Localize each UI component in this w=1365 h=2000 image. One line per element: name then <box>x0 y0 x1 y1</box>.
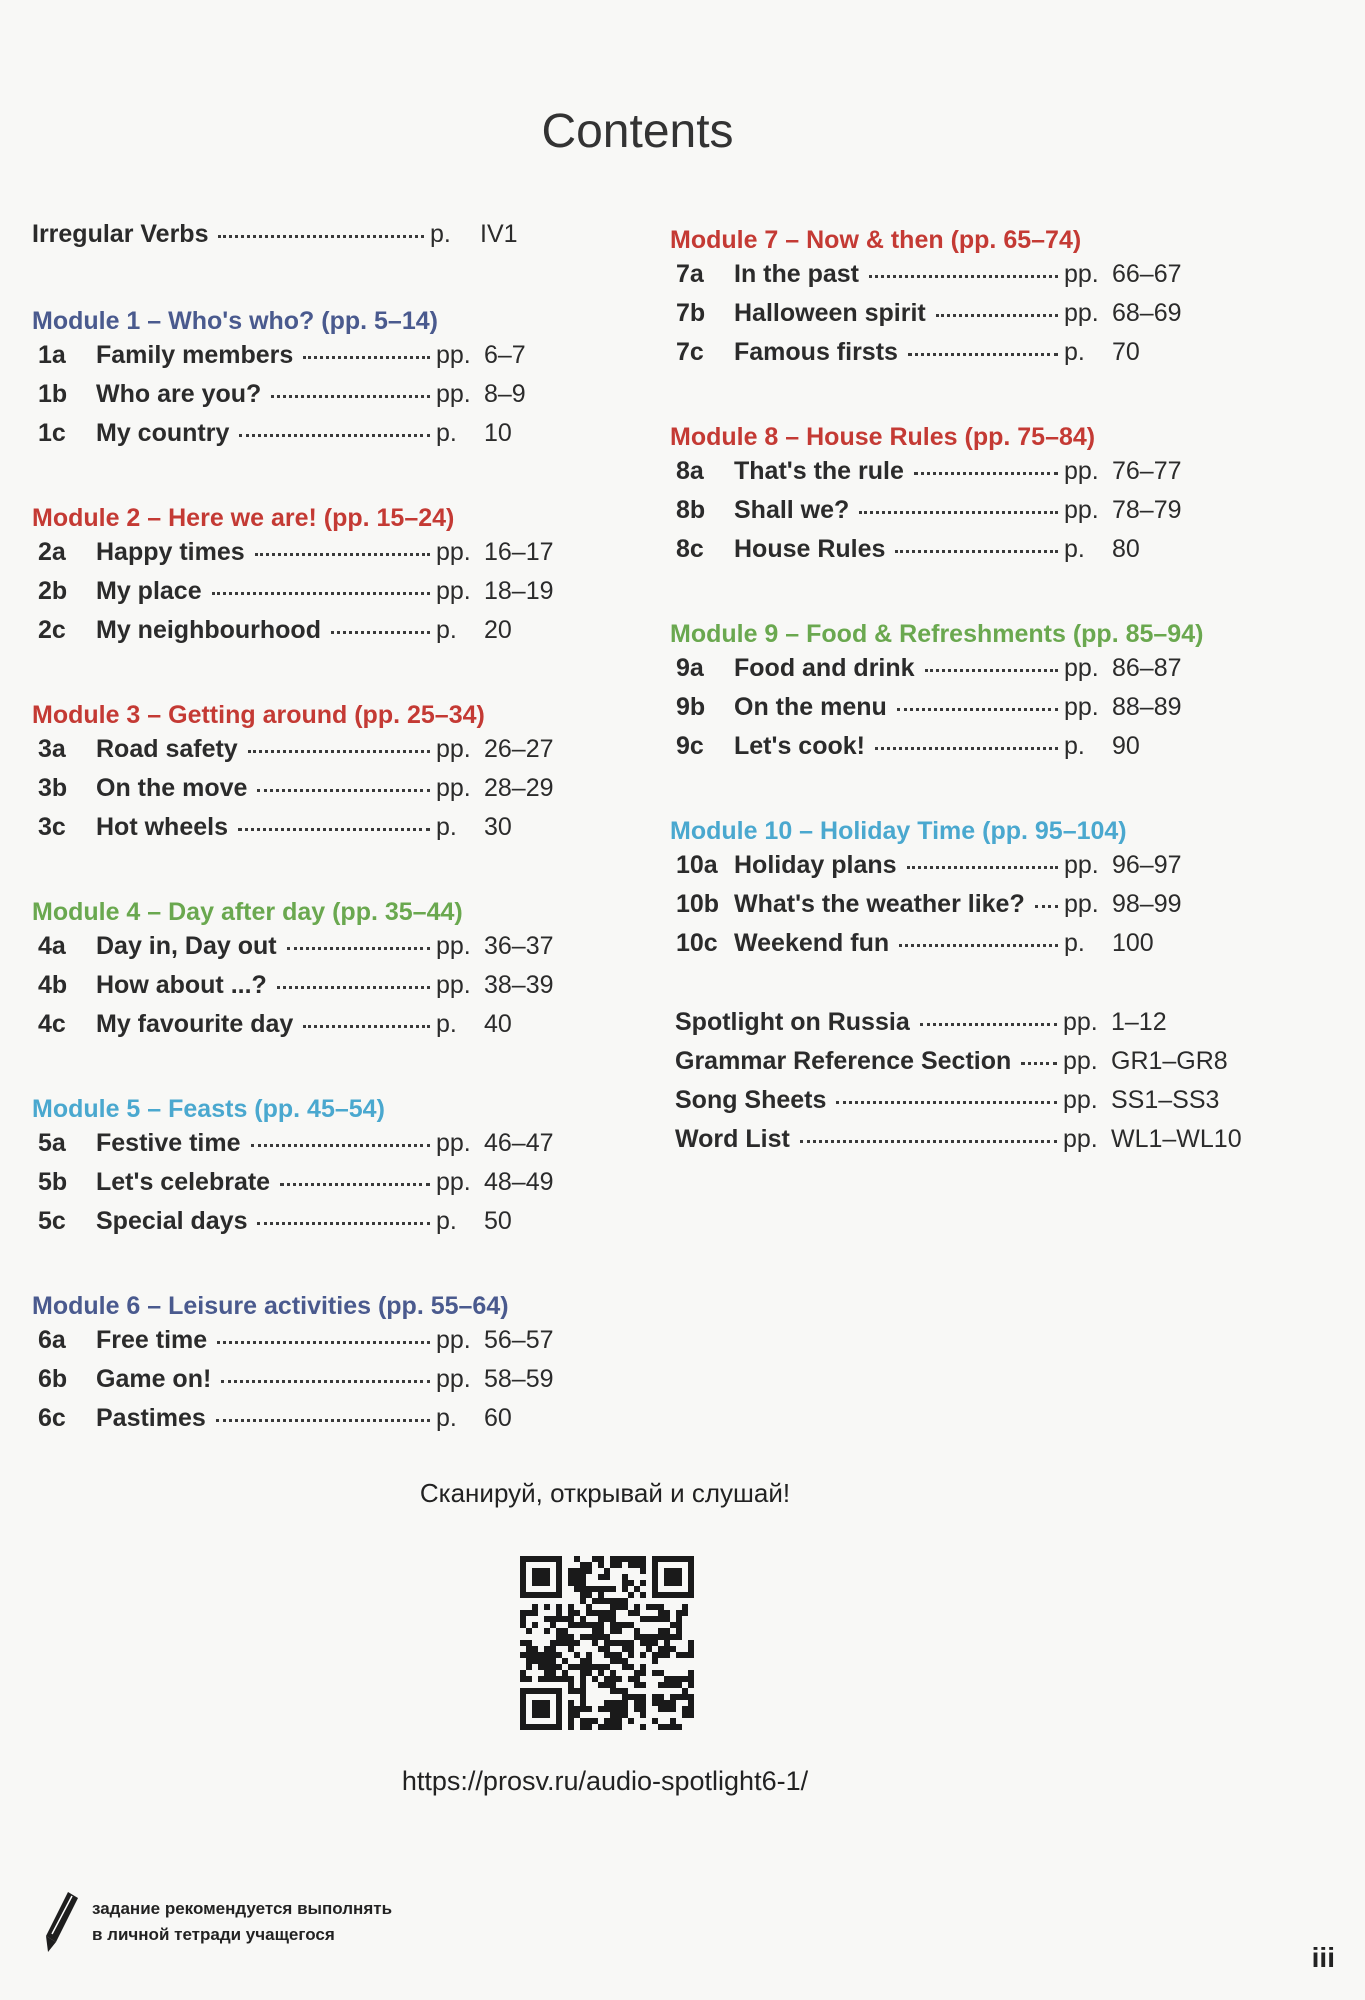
module-section <box>670 220 1290 377</box>
contents-entry[interactable] <box>670 338 1290 377</box>
extra-section-entry[interactable] <box>670 1125 1290 1164</box>
entry-pages: IV1 <box>480 220 518 248</box>
entry-page-prefix: pp. <box>436 1129 471 1157</box>
entry-page-prefix: pp. <box>436 1326 471 1354</box>
entry-pages: 86–87 <box>1112 654 1182 682</box>
entry-pages: 28–29 <box>484 774 554 802</box>
dot-leader <box>257 789 430 792</box>
entry-title-wrap <box>734 260 1064 289</box>
contents-entry[interactable] <box>670 299 1290 338</box>
entry-pages: 16–17 <box>484 538 554 566</box>
entry-pages: 18–19 <box>484 577 554 605</box>
module-heading[interactable]: Module 10 – Holiday Time (pp. 95–104) <box>670 817 1127 845</box>
entry-title-wrap <box>96 341 436 370</box>
entry-page-prefix: pp. <box>1064 496 1099 524</box>
entry-page-prefix: pp. <box>1063 1125 1098 1153</box>
entry-pages: 58–59 <box>484 1365 554 1393</box>
extra-section-entry[interactable] <box>670 1008 1290 1047</box>
dot-leader <box>907 866 1058 869</box>
entry-title: Family members <box>96 341 294 369</box>
entry-pages: 10 <box>484 419 512 447</box>
entry-code: 10b <box>676 890 720 918</box>
page-number: iii <box>1311 1942 1335 1973</box>
extra-sections-list <box>670 1008 1290 1164</box>
dot-leader <box>303 1025 430 1028</box>
entry-code: 7a <box>676 260 704 288</box>
module-heading[interactable]: Module 1 – Who's who? (pp. 5–14) <box>32 307 438 335</box>
entry-title: Let's celebrate <box>96 1168 271 1196</box>
dot-leader <box>221 1380 430 1383</box>
entry-title: Food and drink <box>734 654 915 682</box>
entry-code: 2c <box>38 616 66 644</box>
dot-leader <box>920 1023 1057 1026</box>
contents-entry[interactable] <box>670 535 1290 574</box>
entry-title: Holiday plans <box>734 851 897 879</box>
entry-title-wrap <box>675 1008 1063 1037</box>
contents-entry[interactable] <box>32 1365 572 1404</box>
entry-page-prefix: p. <box>436 813 457 841</box>
entry-title-wrap <box>96 1010 436 1039</box>
entry-code: 1a <box>38 341 66 369</box>
entry-title: My favourite day <box>96 1010 294 1038</box>
entry-page-prefix: p. <box>1064 338 1085 366</box>
right-module-list <box>670 220 1290 968</box>
entry-page-prefix: pp. <box>1063 1086 1098 1114</box>
entry-page-prefix: p. <box>1064 732 1085 760</box>
module-heading[interactable]: Module 2 – Here we are! (pp. 15–24) <box>32 504 455 532</box>
entry-page-prefix: pp. <box>436 380 471 408</box>
module-heading[interactable]: Module 7 – Now & then (pp. 65–74) <box>670 226 1082 254</box>
entry-pages: 48–49 <box>484 1168 554 1196</box>
entry-title-wrap <box>734 851 1064 880</box>
entry-code: 5b <box>38 1168 68 1196</box>
entry-pages: 56–57 <box>484 1326 554 1354</box>
contents-entry[interactable] <box>32 380 572 419</box>
entry-title: How about ...? <box>96 971 267 999</box>
entry-title: My neighbourhood <box>96 616 321 644</box>
contents-left-column <box>32 220 572 1483</box>
entry-code: 1c <box>38 419 66 447</box>
entry-pages: 70 <box>1112 338 1140 366</box>
entry-title: Famous firsts <box>734 338 898 366</box>
entry-pages: 30 <box>484 813 512 841</box>
entry-title-wrap <box>96 1129 436 1158</box>
entry-title: Grammar Reference Section <box>675 1047 1012 1075</box>
entry-pages: 68–69 <box>1112 299 1182 327</box>
contents-entry[interactable] <box>32 1010 572 1049</box>
entry-title: In the past <box>734 260 860 288</box>
dot-leader <box>1035 905 1058 908</box>
contents-entry[interactable] <box>670 693 1290 732</box>
entry-page-prefix: p. <box>1064 535 1085 563</box>
contents-entry[interactable] <box>670 890 1290 929</box>
dot-leader <box>925 669 1058 672</box>
contents-entry[interactable] <box>670 496 1290 535</box>
entry-page-prefix: pp. <box>436 932 471 960</box>
contents-entry[interactable] <box>32 774 572 813</box>
entry-page-prefix: pp. <box>436 1365 471 1393</box>
scan-caption: Сканируй, открывай и слушай! <box>419 1478 791 1508</box>
entry-page-prefix: pp. <box>1064 654 1099 682</box>
entry-code: 5a <box>38 1129 66 1157</box>
entry-pages: 98–99 <box>1112 890 1182 918</box>
dot-leader <box>800 1140 1057 1143</box>
entry-title: Irregular Verbs <box>32 220 209 248</box>
dot-leader <box>239 434 430 437</box>
entry-page-prefix: p. <box>1064 929 1085 957</box>
entry-code: 7b <box>676 299 706 327</box>
contents-entry[interactable] <box>32 1326 572 1365</box>
entry-page-prefix: pp. <box>1063 1047 1098 1075</box>
entry-title: Special days <box>96 1207 248 1235</box>
entry-pages: 26–27 <box>484 735 554 763</box>
entry-code: 9a <box>676 654 704 682</box>
entry-pages: 8–9 <box>484 380 526 408</box>
entry-code: 8b <box>676 496 706 524</box>
footnote <box>42 1890 392 1954</box>
module-section <box>670 811 1290 968</box>
entry-title: That's the rule <box>734 457 904 485</box>
module-section <box>670 417 1290 574</box>
entry-title: Road safety <box>96 735 238 763</box>
entry-pages: 46–47 <box>484 1129 554 1157</box>
left-module-list <box>32 301 572 1443</box>
entry-code: 10c <box>676 929 718 957</box>
qr-code[interactable] <box>520 1556 694 1730</box>
entry-code: 6c <box>38 1404 66 1432</box>
entry-title-wrap <box>96 735 436 764</box>
entry-pages: 60 <box>484 1404 512 1432</box>
entry-title: Shall we? <box>734 496 850 524</box>
entry-pages: 1–12 <box>1111 1008 1167 1036</box>
entry-pages: 80 <box>1112 535 1140 563</box>
dot-leader <box>936 314 1058 317</box>
pencil-icon <box>42 1890 82 1954</box>
contents-right-column <box>670 220 1290 1164</box>
dot-leader <box>908 353 1058 356</box>
entry-pages: 76–77 <box>1112 457 1182 485</box>
entry-title-wrap <box>734 693 1064 722</box>
entry-page-prefix: p. <box>436 1010 457 1038</box>
dot-leader <box>280 1183 430 1186</box>
entry-title: On the move <box>96 774 248 802</box>
dot-leader <box>255 553 430 556</box>
entry-code: 1b <box>38 380 68 408</box>
dot-leader <box>216 1419 430 1422</box>
entry-code: 7c <box>676 338 704 366</box>
module-section <box>670 614 1290 771</box>
entry-page-prefix: p. <box>436 1207 457 1235</box>
dot-leader <box>248 750 430 753</box>
entry-page-prefix: pp. <box>1064 851 1099 879</box>
entry-title-wrap <box>96 577 436 606</box>
module-heading[interactable]: Module 5 – Feasts (pp. 45–54) <box>32 1095 385 1123</box>
entry-title-wrap <box>734 496 1064 525</box>
contents-entry[interactable] <box>32 419 572 458</box>
entry-code: 2a <box>38 538 66 566</box>
dot-leader <box>217 1341 430 1344</box>
entry-pages: WL1–WL10 <box>1111 1125 1242 1153</box>
entry-pages: 66–67 <box>1112 260 1182 288</box>
contents-entry[interactable] <box>32 577 572 616</box>
entry-page-prefix: pp. <box>436 971 471 999</box>
contents-entry[interactable] <box>32 932 572 971</box>
entry-code: 4c <box>38 1010 66 1038</box>
entry-pages: 20 <box>484 616 512 644</box>
entry-page-prefix: pp. <box>436 341 471 369</box>
entry-page-prefix: p. <box>436 616 457 644</box>
entry-page-prefix: p. <box>430 220 451 248</box>
entry-title-wrap <box>734 338 1064 367</box>
entry-title-wrap <box>675 1125 1063 1154</box>
entry-page-prefix: pp. <box>436 1168 471 1196</box>
dot-leader <box>899 944 1058 947</box>
dot-leader <box>212 592 430 595</box>
entry-code: 6b <box>38 1365 68 1393</box>
dot-leader <box>277 986 430 989</box>
contents-entry[interactable] <box>670 929 1290 968</box>
contents-entry[interactable] <box>32 971 572 1010</box>
contents-entry[interactable] <box>32 538 572 577</box>
entry-code: 10a <box>676 851 718 879</box>
audio-link[interactable]: https://prosv.ru/audio-spotlight6-1/ <box>401 1766 809 1796</box>
entry-title-wrap <box>96 1326 436 1355</box>
contents-entry[interactable] <box>32 1168 572 1207</box>
contents-entry[interactable] <box>670 260 1290 299</box>
entry-page-prefix: pp. <box>1064 299 1099 327</box>
dot-leader <box>1021 1062 1057 1065</box>
entry-page-prefix: pp. <box>1063 1008 1098 1036</box>
extra-section-entry[interactable] <box>670 1086 1290 1125</box>
entry-page-prefix: pp. <box>436 774 471 802</box>
module-section <box>32 892 572 1049</box>
entry-code: 9b <box>676 693 706 721</box>
module-heading[interactable]: Module 9 – Food & Refreshments (pp. 85–94) <box>670 620 1204 648</box>
entry-title-wrap <box>96 1168 436 1197</box>
entry-title-wrap <box>96 538 436 567</box>
entry-title-wrap <box>734 654 1064 683</box>
entry-title: Free time <box>96 1326 208 1354</box>
dot-leader <box>895 550 1058 553</box>
module-section <box>32 498 572 655</box>
entry-page-prefix: pp. <box>436 735 471 763</box>
module-heading[interactable]: Module 3 – Getting around (pp. 25–34) <box>32 701 485 729</box>
page-title: Contents <box>541 105 734 158</box>
contents-entry[interactable] <box>670 457 1290 496</box>
module-heading[interactable]: Module 4 – Day after day (pp. 35–44) <box>32 898 463 926</box>
module-heading[interactable]: Module 8 – House Rules (pp. 75–84) <box>670 423 1096 451</box>
entry-title-wrap <box>96 1365 436 1394</box>
entry-pages: GR1–GR8 <box>1111 1047 1228 1075</box>
entry-title-wrap <box>734 732 1064 761</box>
entry-page-prefix: p. <box>436 1404 457 1432</box>
dot-leader <box>271 395 430 398</box>
dot-leader <box>897 708 1058 711</box>
contents-entry[interactable] <box>32 813 572 852</box>
entry-title: Happy times <box>96 538 245 566</box>
entry-page-prefix: pp. <box>436 577 471 605</box>
dot-leader <box>859 511 1058 514</box>
entry-title: Hot wheels <box>96 813 228 841</box>
entry-title: Day in, Day out <box>96 932 277 960</box>
entry-title-wrap <box>96 380 436 409</box>
contents-entry[interactable] <box>32 735 572 774</box>
entry-title-wrap <box>734 929 1064 958</box>
entry-code: 8c <box>676 535 704 563</box>
module-section <box>32 695 572 852</box>
entry-pages: 36–37 <box>484 932 554 960</box>
contents-entry[interactable] <box>670 851 1290 890</box>
contents-entry[interactable] <box>670 732 1290 771</box>
entry-title-wrap <box>675 1047 1063 1076</box>
entry-pages: 40 <box>484 1010 512 1038</box>
entry-code: 3c <box>38 813 66 841</box>
entry-code: 4b <box>38 971 68 999</box>
entry-title: Word List <box>675 1125 790 1153</box>
irregular-verbs-entry[interactable] <box>32 220 572 259</box>
entry-pages: 78–79 <box>1112 496 1182 524</box>
contents-entry[interactable] <box>32 616 572 655</box>
entry-title: Song Sheets <box>675 1086 827 1114</box>
entry-page-prefix: pp. <box>1064 457 1099 485</box>
entry-title-wrap <box>734 535 1064 564</box>
dot-leader <box>218 235 424 238</box>
contents-entry[interactable] <box>32 1129 572 1168</box>
dot-leader <box>836 1101 1057 1104</box>
dot-leader <box>287 947 430 950</box>
entry-pages: 100 <box>1112 929 1154 957</box>
entry-title: Spotlight on Russia <box>675 1008 910 1036</box>
entry-title-wrap <box>734 890 1064 919</box>
contents-entry[interactable] <box>32 1207 572 1246</box>
entry-title-wrap <box>734 299 1064 328</box>
contents-entry[interactable] <box>32 1404 572 1443</box>
entry-pages: SS1–SS3 <box>1111 1086 1220 1114</box>
entry-page-prefix: pp. <box>1064 890 1099 918</box>
entry-title: Festive time <box>96 1129 241 1157</box>
footnote-line-1: задание рекомендуется выполнять <box>92 1899 393 1918</box>
module-section <box>32 301 572 458</box>
dot-leader <box>875 747 1058 750</box>
entry-title-wrap <box>675 1086 1063 1115</box>
entry-page-prefix: pp. <box>1064 260 1099 288</box>
entry-page-prefix: pp. <box>436 538 471 566</box>
entry-title-wrap <box>96 616 436 645</box>
entry-title: Who are you? <box>96 380 262 408</box>
entry-title: What's the weather like? <box>734 890 1025 918</box>
entry-title-wrap <box>96 1207 436 1236</box>
entry-code: 6a <box>38 1326 66 1354</box>
entry-pages: 50 <box>484 1207 512 1235</box>
entry-page-prefix: pp. <box>1064 693 1099 721</box>
entry-title: Game on! <box>96 1365 212 1393</box>
entry-pages: 38–39 <box>484 971 554 999</box>
entry-code: 9c <box>676 732 704 760</box>
dot-leader <box>869 275 1058 278</box>
dot-leader <box>303 356 430 359</box>
entry-title: Pastimes <box>96 1404 206 1432</box>
entry-title-wrap <box>96 971 436 1000</box>
contents-entry[interactable] <box>32 341 572 380</box>
dot-leader <box>238 828 430 831</box>
dot-leader <box>331 631 430 634</box>
entry-code: 8a <box>676 457 704 485</box>
entry-pages: 6–7 <box>484 341 526 369</box>
entry-code: 2b <box>38 577 68 605</box>
entry-title: My place <box>96 577 202 605</box>
entry-title-wrap <box>96 932 436 961</box>
entry-title-wrap <box>96 1404 436 1433</box>
entry-page-prefix: p. <box>436 419 457 447</box>
entry-title: On the menu <box>734 693 887 721</box>
entry-title-wrap <box>96 813 436 842</box>
dot-leader <box>251 1144 430 1147</box>
dot-leader <box>257 1222 430 1225</box>
entry-title: Weekend fun <box>734 929 890 957</box>
entry-title: Let's cook! <box>734 732 865 760</box>
entry-title: My country <box>96 419 230 447</box>
entry-title: House Rules <box>734 535 886 563</box>
footnote-line-2: в личной тетради учащегося <box>92 1925 335 1944</box>
extra-section-entry[interactable] <box>670 1047 1290 1086</box>
contents-entry[interactable] <box>670 654 1290 693</box>
entry-code: 4a <box>38 932 66 960</box>
entry-code: 5c <box>38 1207 66 1235</box>
entry-title: Halloween spirit <box>734 299 926 327</box>
entry-title-wrap <box>96 774 436 803</box>
module-section <box>32 1089 572 1246</box>
dot-leader <box>914 472 1058 475</box>
entry-pages: 96–97 <box>1112 851 1182 879</box>
entry-pages: 88–89 <box>1112 693 1182 721</box>
entry-pages: 90 <box>1112 732 1140 760</box>
module-section <box>32 1286 572 1443</box>
entry-code: 3b <box>38 774 68 802</box>
entry-title-wrap <box>96 419 436 448</box>
entry-code: 3a <box>38 735 66 763</box>
module-heading[interactable]: Module 6 – Leisure activities (pp. 55–64) <box>32 1292 509 1320</box>
entry-title-wrap <box>734 457 1064 486</box>
